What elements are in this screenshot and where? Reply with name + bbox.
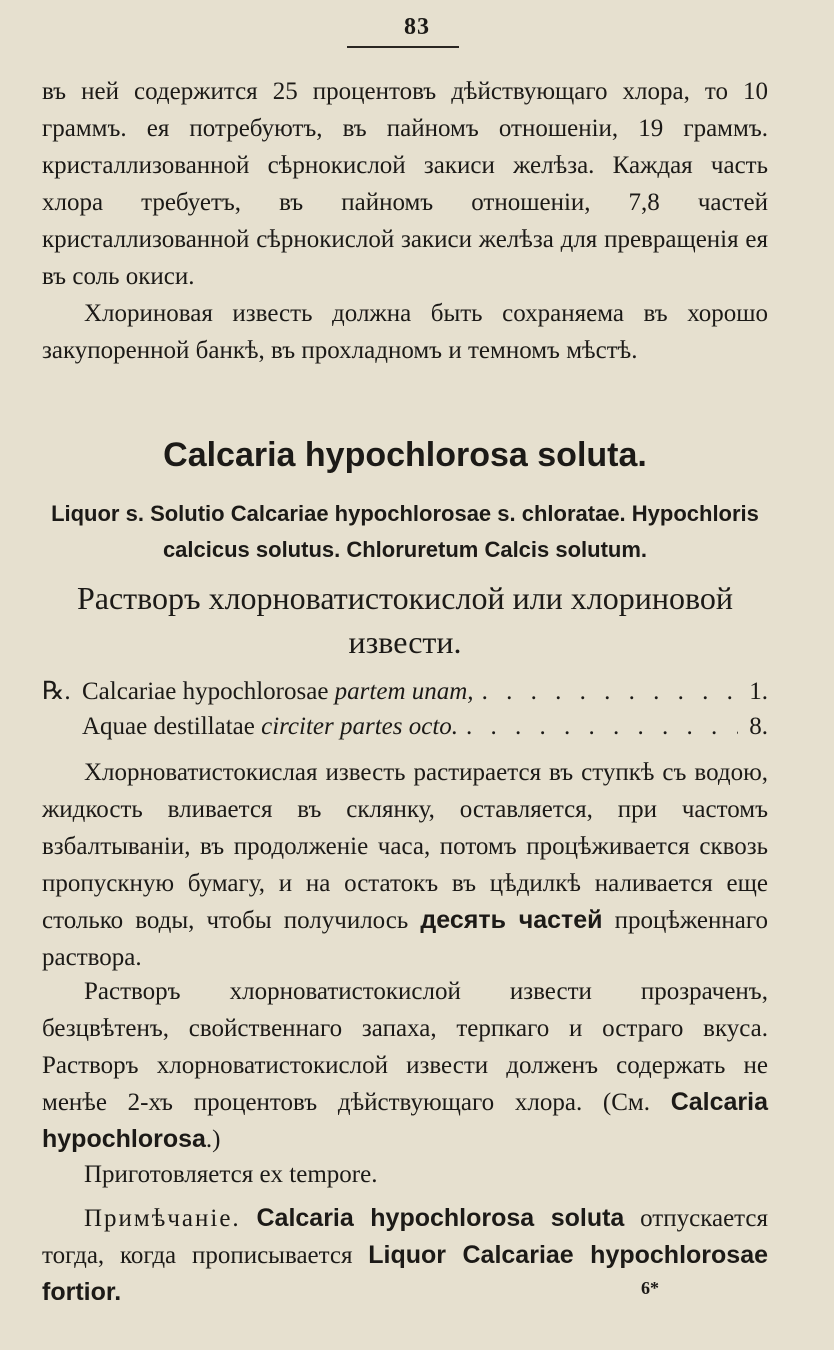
paragraph-3-tail: процѣженнаго раствора. <box>42 907 769 971</box>
note-text: отпускается тогда, когда прописывается <box>42 1205 768 1269</box>
paragraph-2: Хлориновая известь должна быть сохраняема въ хорошо закупоренной банкѣ, въ прохладномъ и темномъ мѣстѣ. <box>42 300 768 364</box>
paragraph-4-text: Растворъ хлорноватистокислой извести прозраченъ, безцвѣтенъ, свойственнаго запаха, терпкаго и остраго вкуса. Растворъ хлорноватистокислой извести долженъ содержать не менѣе 2-хъ процентовъ дѣйствующаго хлора. (См. <box>42 978 768 1116</box>
recipe-row <box>42 708 768 745</box>
note-bold-2: Liquor Calcariae hypochlorosae fortior. <box>42 1241 768 1306</box>
dot-leader <box>482 673 738 710</box>
paragraph-5: Приготовляется ex tempore. <box>84 1161 378 1188</box>
recipe-amount: 1. <box>749 678 768 705</box>
russian-title-line-2: извести. <box>348 624 462 660</box>
recipe-quantity: circiter partes octo. <box>261 713 459 740</box>
recipe-ingredient: Aquae destillatae <box>82 713 255 740</box>
section-title: Calcaria hypochlorosa soluta. <box>163 436 647 474</box>
recipe-row <box>42 673 768 710</box>
paragraph-1: въ ней содержится 25 процентовъ дѣйствующаго хлора, то 10 граммъ. ея потребуютъ, въ пайномъ отношеніи, 19 граммъ. кристаллизованной сѣрнокислой закиси желѣза. Каждая часть хлора требуетъ, въ пайномъ отношеніи, 7,8 частей кристаллизованной сѣрнокислой закиси желѣза для превращенія ея въ соль окиси. <box>42 78 768 290</box>
paragraph-3-bold: десять частей <box>420 906 603 934</box>
note-bold-1: Calcaria hypochlorosa soluta <box>256 1204 625 1232</box>
synonyms <box>42 496 768 568</box>
note-label: Примѣчаніе. <box>84 1205 241 1232</box>
note <box>42 1200 768 1311</box>
paragraph-4 <box>42 973 768 1158</box>
recipe-quantity: partem unam, <box>334 678 474 705</box>
page-number: 83 <box>404 14 430 40</box>
paragraph-4-bold: Calcaria hypochlorosa <box>42 1088 768 1153</box>
synonyms-line-2: calcicus solutus. Chloruretum Calcis solutum. <box>162 537 648 562</box>
paragraph-3-text: Хлорноватистокислая известь растирается въ ступкѣ съ водою, жидкость вливается въ склянку, оставляется, при частомъ взбалтываніи, въ продолженіе часа, потомъ процѣживается сквозь пропускную бумагу, и на остатокъ въ цѣдилкѣ наливается еще столько воды, чтобы получилось <box>42 759 768 934</box>
recipe-amount: 8. <box>749 713 768 740</box>
recipe-symbol: ℞. <box>42 678 71 705</box>
header-rule <box>347 46 459 48</box>
recipe-ingredient: Calcariae hypochlorosae <box>82 678 329 705</box>
paragraph-3 <box>42 754 768 976</box>
synonyms-line-1: Liquor s. Solutio Calcariae hypochlorosae s. chloratae. Hypochloris <box>51 501 759 526</box>
paragraph-4-tail: .) <box>205 1126 221 1153</box>
signature-mark: 6* <box>641 1278 659 1298</box>
dot-leader <box>466 708 738 745</box>
russian-title-line-1: Растворъ хлорноватистокислой или хлориновой <box>76 580 734 616</box>
russian-title <box>42 576 768 664</box>
